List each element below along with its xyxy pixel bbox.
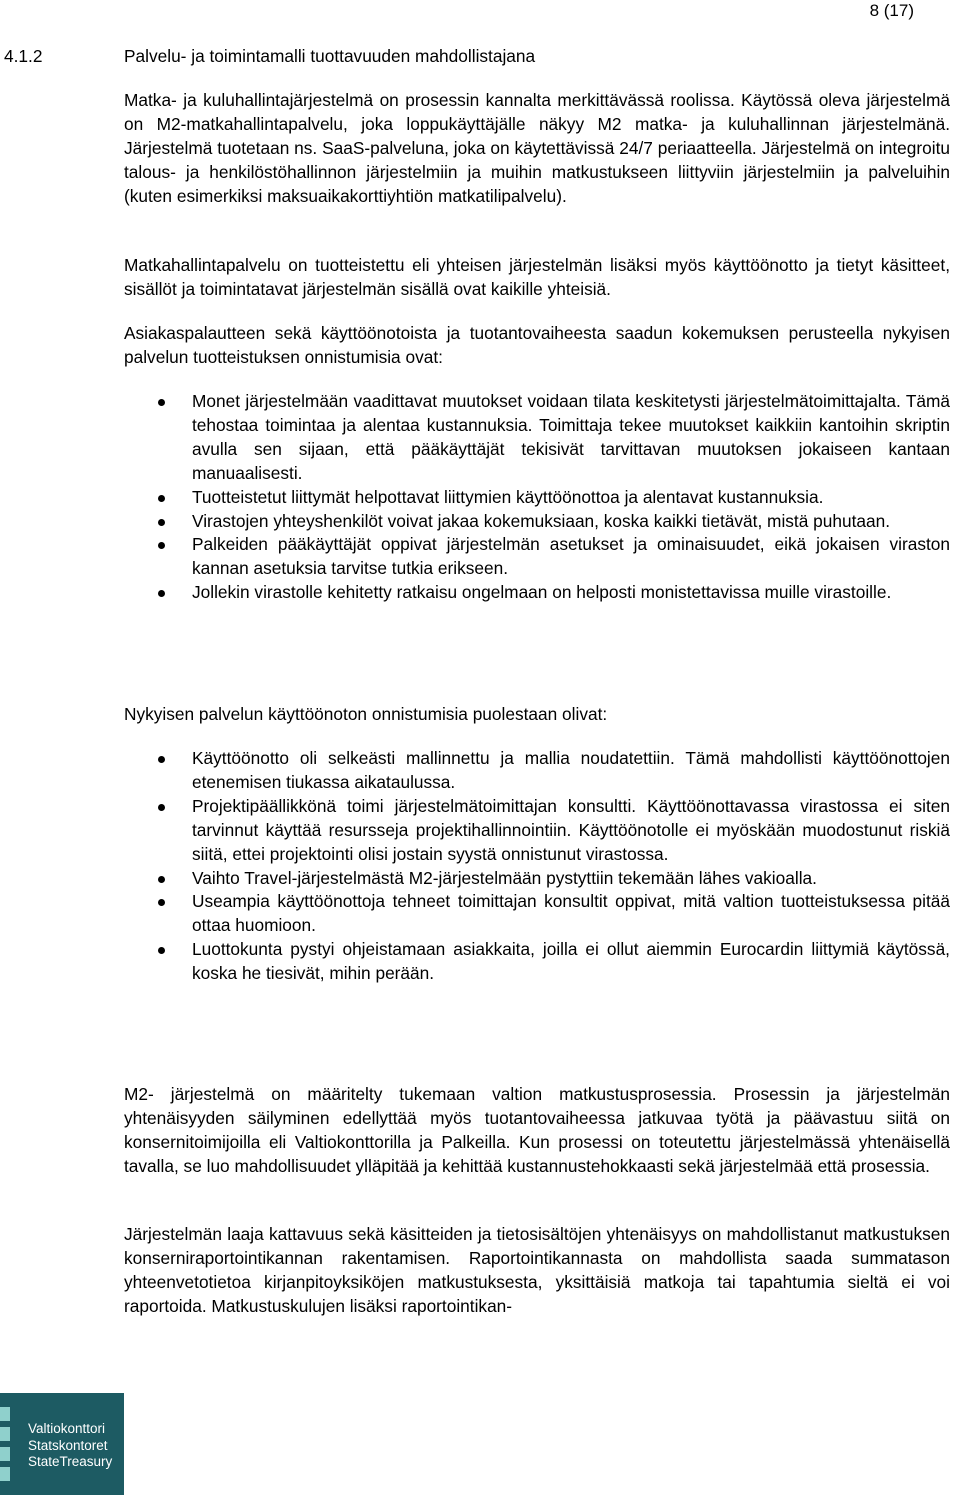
body-paragraph-2 [124,254,950,302]
paragraph-text: Asiakaspalautteen sekä käyttöönotoista ja tuotantovaiheesta saadun kokemuksen perusteella nykyisen palvelun tuotteistuksen onnistumisia ovat: [124,323,950,367]
bullet-icon [158,495,165,502]
paragraph-text: M2- järjestelmä on määritelty tukemaan valtion matkustusprosessia. Prosessin ja järjestelmän yhtenäisyyden säilyminen edellyttää myös tuotantovaiheessa jatkuvaa työtä ja päävastuu siitä on konsernitoimijoilla eli Valtiokonttorilla ja Palkeilla. Kun prosessi on toteutettu järjestelmässä yhtenäisellä tavalla, se luo mahdollisuudet ylläpitää ja kehittää kustannustehokkaasti sekä järjestelmää että prosessia. [124,1084,950,1176]
list-item: Tuotteistetut liittymät helpottavat liittymien käyttöönottoa ja alentavat kustannuksia. [124,486,950,510]
bullet-icon [158,590,165,597]
bullet-icon [158,899,165,906]
body-paragraph-3 [124,322,950,370]
logo-line-sv: Statskontoret [28,1437,108,1453]
list-item: Virastojen yhteyshenkilöt voivat jakaa kokemuksiaan, koska kaikki tietävät, mistä puhutaan. [124,510,950,534]
body-paragraph-1 [124,89,950,209]
success-list-1 [124,390,950,605]
bullet-icon [158,876,165,883]
section-number: 4.1.2 [4,46,43,66]
bullet-icon [158,804,165,811]
body-paragraph-4 [124,703,950,727]
list-item: Käyttöönotto oli selkeästi mallinnettu ja mallia noudatettiin. Tämä mahdollisti käyttöönottojen etenemisen tiukassa aikataulussa. [124,747,950,795]
paragraph-text: Nykyisen palvelun käyttöönoton onnistumisia puolestaan olivat: [124,704,608,724]
bullet-icon [158,399,165,406]
list-item: Palkeiden pääkäyttäjät oppivat järjestelmän asetukset ja ominaisuudet, eikä jokaisen viraston kannan asetuksia tarvitse tutkia erikseen. [124,533,950,581]
bullet-icon [158,519,165,526]
list-item: Monet järjestelmään vaadittavat muutokset voidaan tilata keskitetysti järjestelmätoimittajalta. Tämä tehostaa toimintaa ja alentaa kustannuksia. Toimittaja tekee muutokset kaikkiin kantoihin skriptin avulla sen sijaan, että pääkäyttäjät tekisivät tarvittavan muutoksen jokaiseen kantaan manuaalisesti. [124,390,950,486]
state-treasury-logo [0,1393,124,1495]
list-item: Vaihto Travel-järjestelmästä M2-järjestelmään pystyttiin tekemään lähes vakioalla. [124,867,950,891]
list-item: Useampia käyttöönottoja tehneet toimittajan konsultit oppivat, mitä valtion tuotteistuksessa pitää ottaa huomioon. [124,890,950,938]
page-number: 8 (17) [869,1,914,20]
logo-text [28,1421,112,1471]
paragraph-text: Matka- ja kuluhallintajärjestelmä on prosessin kannalta merkittävässä roolissa. Käytössä oleva järjestelmä on M2-matkahallintapalvelu, joka loppukäyttäjälle näkyy M2 matka- ja kuluhallinnan järjestelmänä. Järjestelmä tuotetaan ns. SaaS-palveluna, joka on käytettävissä 24/7 periaatteella. Järjestelmä on integroitu talous- ja henkilöstöhallinnon järjestelmiin ja muihin matkustukseen liittyviin järjestelmiin ja palveluihin (kuten esimerkiksi maksuaikakorttiyhtiön matkatilipalvelu). [124,90,950,206]
list-item: Jollekin virastolle kehitetty ratkaisu ongelmaan on helposti monistettavissa muille virastoille. [124,581,950,605]
logo-line-en: StateTreasury [28,1454,113,1469]
bullet-icon [158,542,165,549]
success-list-2 [124,747,950,986]
list-item: Luottokunta pystyi ohjeistamaan asiakkaita, joilla ei ollut aiemmin Eurocardin liittymiä käytössä, koska he tiesivät, mihin perään. [124,938,950,986]
section-title: Palvelu- ja toimintamalli tuottavuuden mahdollistajana [124,46,536,66]
body-paragraph-5 [124,1083,950,1179]
logo-mark-icon [0,1407,10,1481]
logo-line-fi: Valtiokonttori [28,1421,106,1436]
paragraph-text: Matkahallintapalvelu on tuotteistettu eli yhteisen järjestelmän lisäksi myös käyttöönotto ja tietyt käsitteet, sisällöt ja toimintatavat järjestelmän sisällä ovat kaikille yhteisiä. [124,255,950,299]
bullet-icon [158,756,165,763]
list-item: Projektipäällikkönä toimi järjestelmätoimittajan konsultti. Käyttöönottavassa virastossa ei siten tarvinnut käyttää resursseja projektihallinnointiin. Käyttöönotolle ei myöskään muodostunut riskiä siitä, ettei projektointi olisi jostain syystä onnistunut virastossa. [124,795,950,867]
body-paragraph-6 [124,1223,950,1319]
paragraph-text: Järjestelmän laaja kattavuus sekä käsitteiden ja tietosisältöjen yhtenäisyys on mahdollistanut matkustuksen konserniraportointikannan rakentamisen. Raportointikannasta on mahdollista saada summatason yhteenvetotietoa kirjanpitoyksiköjen matkustuksesta, yksittäisiä matkoja tai tapahtumia sieltä ei voi raportoida. Matkustuskulujen lisäksi raportointikan- [124,1224,950,1316]
bullet-icon [158,947,165,954]
